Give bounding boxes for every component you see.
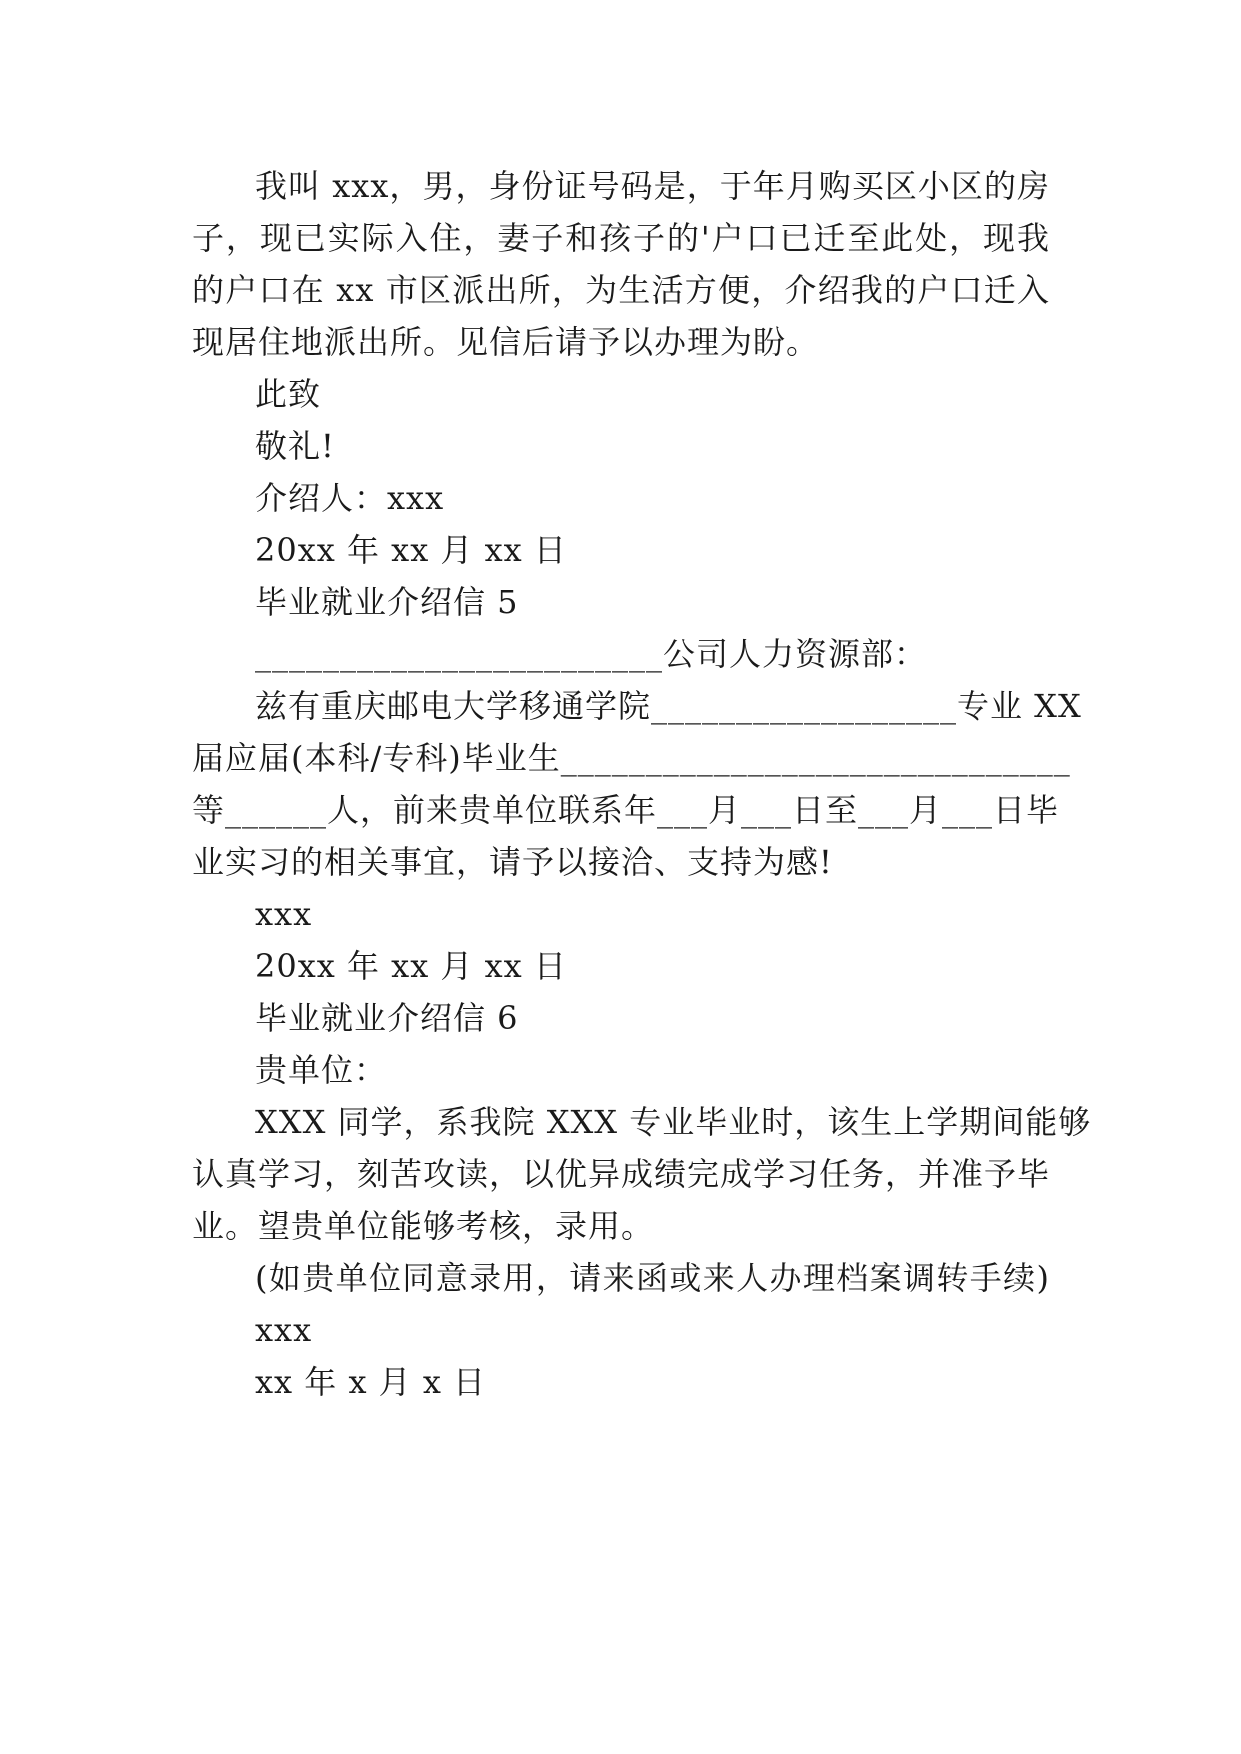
addressee: ________________________公司人力资源部： bbox=[255, 635, 928, 673]
date: 20xx 年 xx 月 xx 日 bbox=[255, 947, 567, 985]
paragraph-line: 兹有重庆邮电大学移通学院__________________专业 XX bbox=[255, 687, 1082, 725]
section-title: 毕业就业介绍信 6 bbox=[255, 999, 519, 1037]
paragraph-line: XXX 同学，系我院 XXX 专业毕业时，该生上学期间能够 bbox=[255, 1103, 1092, 1141]
paragraph-line: 业。望贵单位能够考核，录用。 bbox=[192, 1207, 655, 1245]
paragraph-line: 等______人，前来贵单位联系年___月___日至___月___日毕 bbox=[192, 791, 1060, 829]
paragraph-line: 认真学习，刻苦攻读，以优异成绩完成学习任务，并准予毕 bbox=[192, 1155, 1051, 1193]
date: 20xx 年 xx 月 xx 日 bbox=[255, 531, 567, 569]
paragraph-line: 的户口在 xx 市区派出所，为生活方便，介绍我的户口迁入 bbox=[192, 271, 1050, 309]
paragraph-line: 子，现已实际入住，妻子和孩子的'户口已迁至此处，现我 bbox=[192, 219, 1050, 257]
closing: 敬礼! bbox=[255, 427, 335, 465]
salutation: 此致 bbox=[255, 375, 322, 413]
paragraph-line: 我叫 xxx，男，身份证号码是，于年月购买区小区的房 bbox=[255, 167, 1050, 205]
date: xx 年 x 月 x 日 bbox=[255, 1363, 487, 1401]
introducer: 介绍人：xxx bbox=[255, 479, 445, 517]
paragraph-line: 届应届(本科/专科)毕业生______________________________ bbox=[192, 739, 1071, 777]
paragraph-line: 业实习的相关事宜，请予以接洽、支持为感! bbox=[192, 843, 833, 881]
signature: xxx bbox=[255, 895, 313, 933]
addressee: 贵单位： bbox=[255, 1051, 388, 1089]
paragraph-line: 现居住地派出所。见信后请予以办理为盼。 bbox=[192, 323, 820, 361]
signature: xxx bbox=[255, 1311, 313, 1349]
section-title: 毕业就业介绍信 5 bbox=[255, 583, 519, 621]
note-line: (如贵单位同意录用，请来函或来人办理档案调转手续) bbox=[255, 1259, 1050, 1297]
